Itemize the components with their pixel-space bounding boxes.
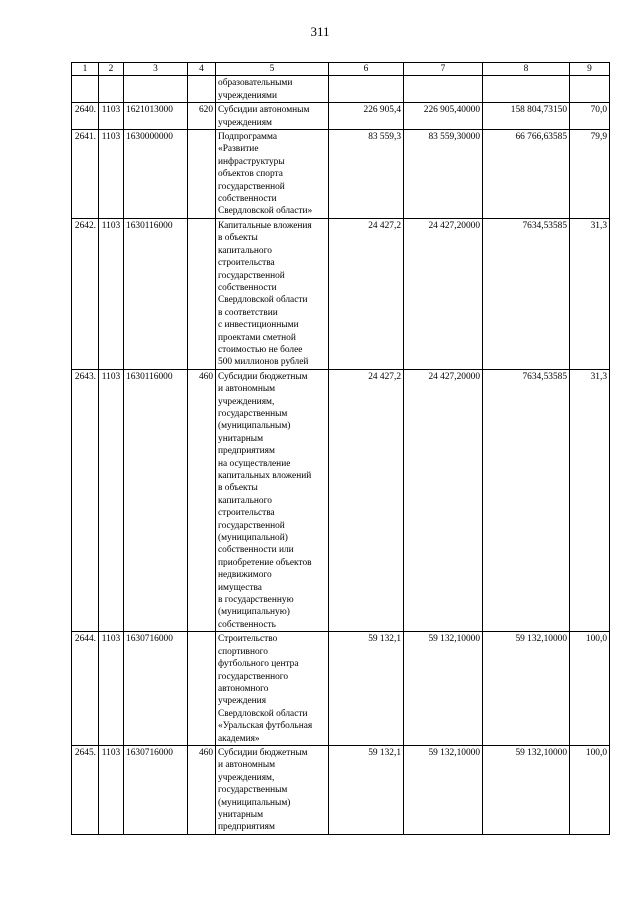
approved-amount-cell: 226 905,4 xyxy=(329,103,404,130)
table-row xyxy=(72,369,610,632)
planned-amount-cell xyxy=(404,76,483,103)
expense-kind-cell: 460 xyxy=(188,745,216,834)
percent-cell: 79,9 xyxy=(570,130,610,219)
section-code-cell: 1103 xyxy=(99,632,124,746)
planned-amount-cell: 59 132,10000 xyxy=(404,632,483,746)
executed-amount-cell: 7634,53585 xyxy=(483,218,570,369)
target-article-cell: 1630716000 xyxy=(124,632,188,746)
executed-amount-cell: 59 132,10000 xyxy=(483,745,570,834)
item-name-cell: Субсидии бюджетным и автономным учреждениям, государственным (муниципальным) унитарным предприятиям на осуществление капитальных вложений в объекты капитального строительства государственной (муниципальной) собственности или приобретение объектов недвижимого имущества в государственную (муниципальную) собственность xyxy=(216,369,329,632)
expense-kind-cell xyxy=(188,130,216,219)
percent-cell: 100,0 xyxy=(570,632,610,746)
section-code-cell xyxy=(99,76,124,103)
row-number-cell: 2640. xyxy=(72,103,99,130)
target-article-cell: 1630116000 xyxy=(124,369,188,632)
row-number-cell xyxy=(72,76,99,103)
table-row xyxy=(72,632,610,746)
executed-amount-cell: 66 766,63585 xyxy=(483,130,570,219)
target-article-cell: 1630116000 xyxy=(124,218,188,369)
table-row xyxy=(72,218,610,369)
table-row xyxy=(72,103,610,130)
table-row xyxy=(72,76,610,103)
expense-kind-cell xyxy=(188,218,216,369)
percent-cell: 100,0 xyxy=(570,745,610,834)
row-number-cell: 2641. xyxy=(72,130,99,219)
item-name-cell: образовательными учреждениями xyxy=(216,76,329,103)
item-name-cell: Субсидии бюджетным и автономным учреждениям, государственным (муниципальным) унитарным предприятиям xyxy=(216,745,329,834)
planned-amount-cell: 59 132,10000 xyxy=(404,745,483,834)
column-header: 6 xyxy=(329,63,404,76)
table-row xyxy=(72,130,610,219)
target-article-cell: 1630716000 xyxy=(124,745,188,834)
executed-amount-cell xyxy=(483,76,570,103)
executed-amount-cell: 7634,53585 xyxy=(483,369,570,632)
table-header-row xyxy=(72,63,610,76)
column-header: 4 xyxy=(188,63,216,76)
expense-kind-cell xyxy=(188,632,216,746)
executed-amount-cell: 158 804,73150 xyxy=(483,103,570,130)
target-article-cell: 1630000000 xyxy=(124,130,188,219)
item-name-cell: Субсидии автономным учреждениям xyxy=(216,103,329,130)
row-number-cell: 2645. xyxy=(72,745,99,834)
section-code-cell: 1103 xyxy=(99,130,124,219)
expense-kind-cell: 460 xyxy=(188,369,216,632)
target-article-cell: 1621013000 xyxy=(124,103,188,130)
column-header: 8 xyxy=(483,63,570,76)
executed-amount-cell: 59 132,10000 xyxy=(483,632,570,746)
section-code-cell: 1103 xyxy=(99,218,124,369)
column-header: 3 xyxy=(124,63,188,76)
percent-cell: 70,0 xyxy=(570,103,610,130)
row-number-cell: 2643. xyxy=(72,369,99,632)
row-number-cell: 2642. xyxy=(72,218,99,369)
table-row xyxy=(72,745,610,834)
item-name-cell: Подпрограмма «Развитие инфраструктуры объектов спорта государственной собственности Свердловской области» xyxy=(216,130,329,219)
target-article-cell xyxy=(124,76,188,103)
section-code-cell: 1103 xyxy=(99,369,124,632)
section-code-cell: 1103 xyxy=(99,103,124,130)
item-name-cell: Строительство спортивного футбольного центра государственного автономного учреждения Свердловской области «Уральская футбольная академия» xyxy=(216,632,329,746)
planned-amount-cell: 83 559,30000 xyxy=(404,130,483,219)
planned-amount-cell: 226 905,40000 xyxy=(404,103,483,130)
column-header: 9 xyxy=(570,63,610,76)
item-name-cell: Капитальные вложения в объекты капитального строительства государственной собственности Свердловской области в соответствии с инвестиционными проектами сметной стоимостью не более 500 миллионов рублей xyxy=(216,218,329,369)
percent-cell: 31,3 xyxy=(570,369,610,632)
percent-cell xyxy=(570,76,610,103)
approved-amount-cell xyxy=(329,76,404,103)
row-number-cell: 2644. xyxy=(72,632,99,746)
approved-amount-cell: 59 132,1 xyxy=(329,632,404,746)
expense-kind-cell: 620 xyxy=(188,103,216,130)
approved-amount-cell: 83 559,3 xyxy=(329,130,404,219)
section-code-cell: 1103 xyxy=(99,745,124,834)
planned-amount-cell: 24 427,20000 xyxy=(404,369,483,632)
page-number: 311 xyxy=(310,24,330,39)
approved-amount-cell: 24 427,2 xyxy=(329,369,404,632)
budget-table xyxy=(71,62,610,835)
column-header: 7 xyxy=(404,63,483,76)
column-header: 5 xyxy=(216,63,329,76)
column-header: 1 xyxy=(72,63,99,76)
approved-amount-cell: 59 132,1 xyxy=(329,745,404,834)
planned-amount-cell: 24 427,20000 xyxy=(404,218,483,369)
expense-kind-cell xyxy=(188,76,216,103)
approved-amount-cell: 24 427,2 xyxy=(329,218,404,369)
column-header: 2 xyxy=(99,63,124,76)
percent-cell: 31,3 xyxy=(570,218,610,369)
